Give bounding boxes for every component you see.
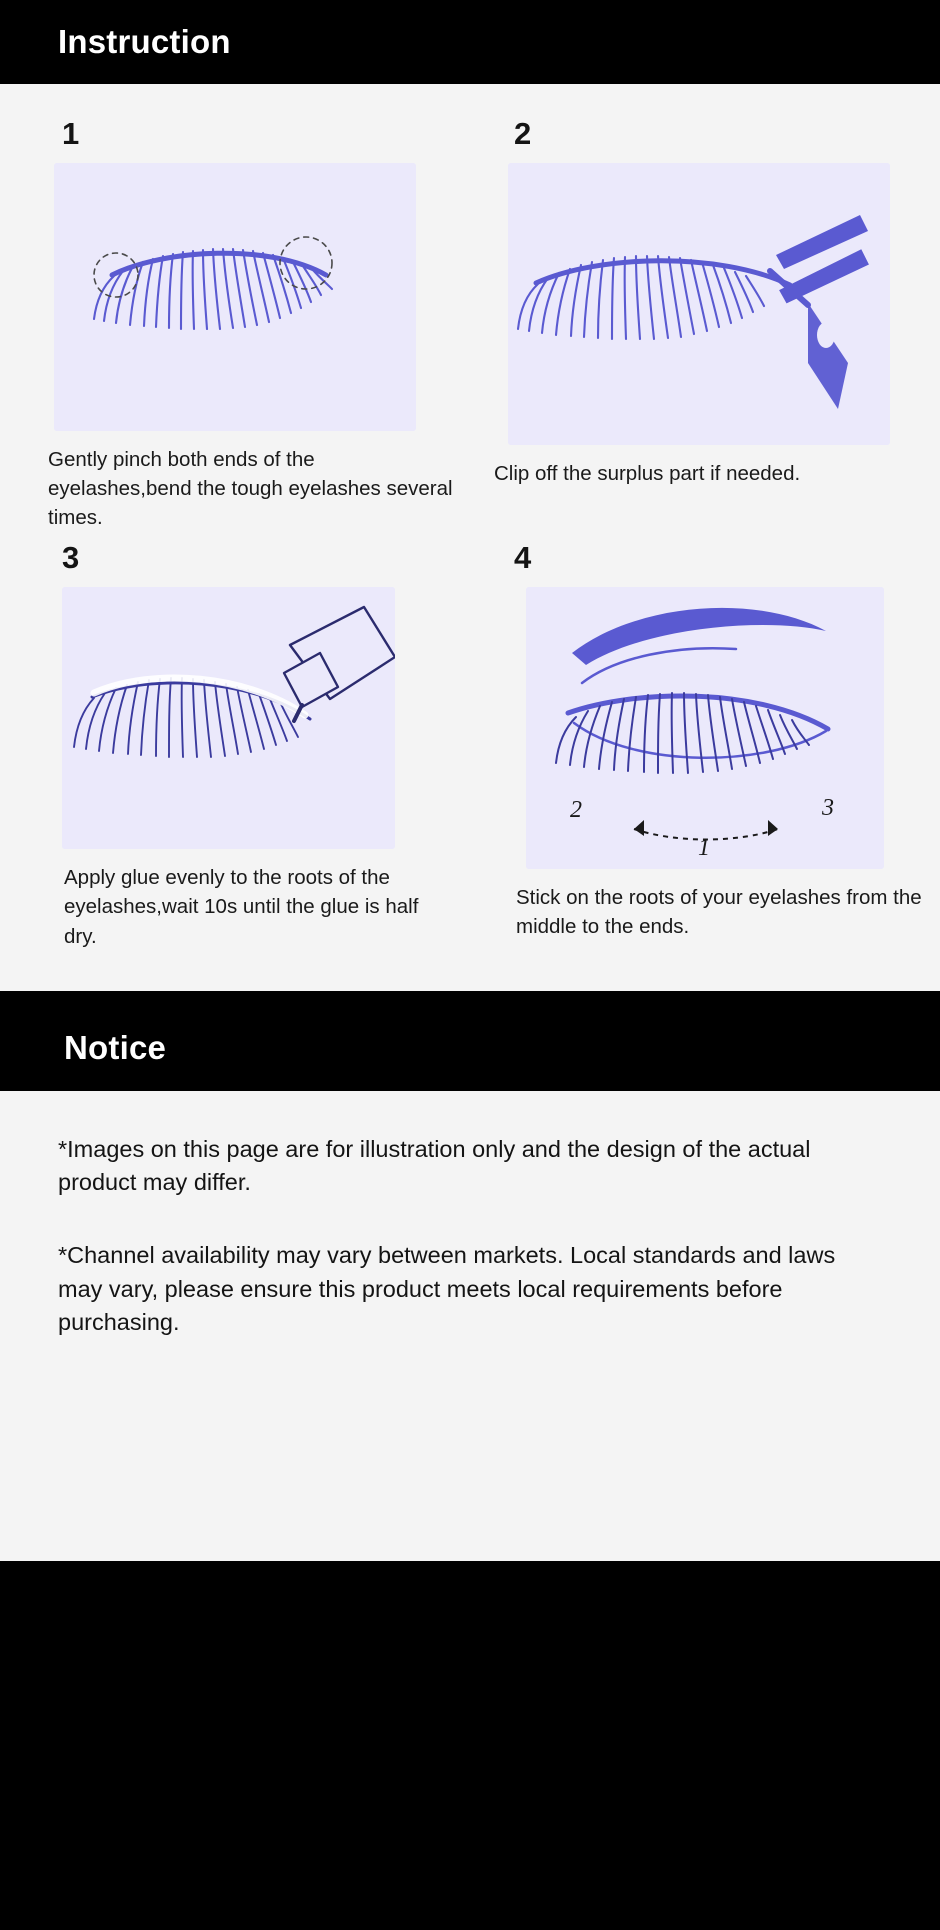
step-caption: Clip off the surplus part if needed.: [494, 462, 801, 485]
instruction-step-3: [0, 542, 476, 950]
notice-header: [24, 1005, 940, 1091]
step-number: 2: [514, 116, 532, 151]
instruction-step-2: [476, 118, 940, 532]
notice-section: [0, 1005, 940, 1561]
instruction-steps-grid: [0, 118, 940, 951]
step-number: 4: [514, 540, 532, 576]
eyelash-pinch-ends-illustration: [54, 163, 416, 431]
notice-paragraph: *Images on this page are for illustration only and the design of the actual product may differ.: [58, 1135, 811, 1196]
step-caption: Stick on the roots of your eyelashes from the middle to the ends.: [516, 886, 922, 939]
figure-label-middle: 1: [698, 835, 710, 862]
eyelash-glue-application-illustration: [62, 587, 395, 849]
notice-paragraph: *Channel availability may vary between markets. Local standards and laws may vary, please ensure this product meets local requirements before purchasing.: [58, 1242, 836, 1336]
figure-label-right: 3: [822, 795, 834, 822]
notice-title: Notice: [64, 1028, 167, 1066]
eyelash-scissors-trim-illustration: [508, 163, 890, 445]
step-number: 3: [62, 540, 80, 576]
step-number: 1: [62, 116, 80, 151]
instruction-title: Instruction: [58, 23, 231, 60]
instruction-step-4: [476, 542, 940, 950]
instruction-step-1: [0, 118, 476, 532]
step-caption: Apply glue evenly to the roots of the eyelashes,wait 10s until the glue is half dry.: [64, 866, 419, 948]
instruction-header: [24, 0, 940, 84]
notice-body: [0, 1091, 940, 1561]
step-caption: Gently pinch both ends of the eyelashes,bend the tough eyelashes several times.: [48, 448, 453, 530]
eyelash-apply-to-eye-illustration: [526, 587, 884, 869]
figure-label-left: 2: [570, 797, 582, 824]
instruction-body: [0, 84, 940, 991]
